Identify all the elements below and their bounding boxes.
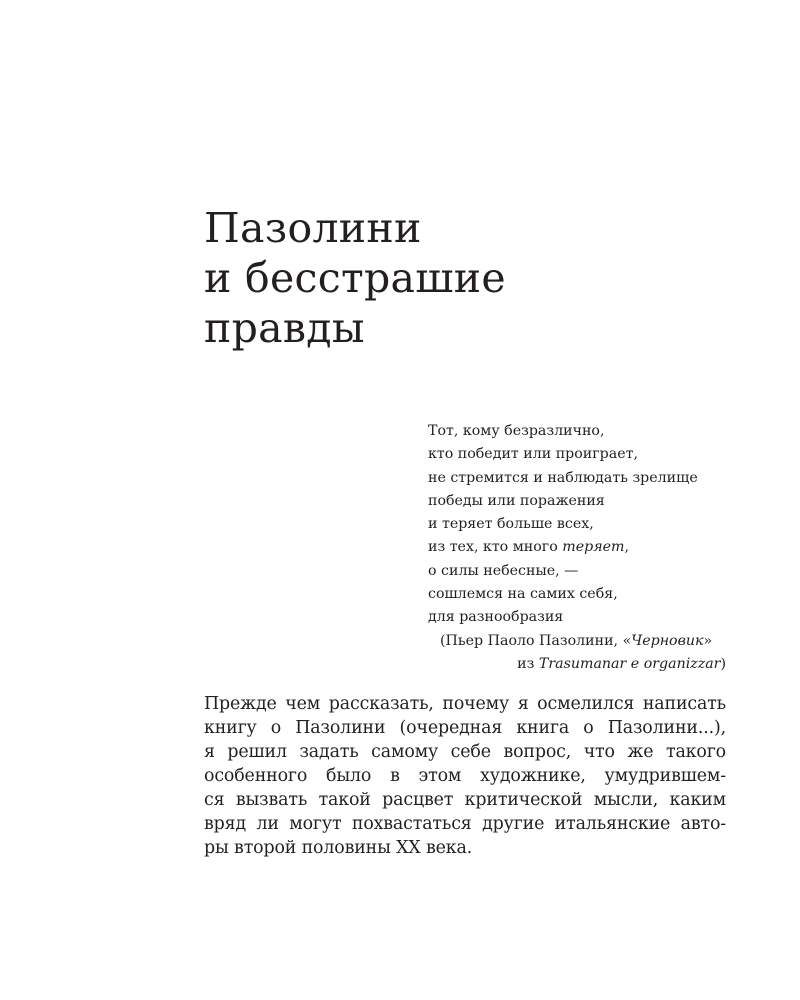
epigraph-line-7: о силы небесные, — bbox=[428, 562, 579, 579]
epigraph-attribution-source bbox=[428, 653, 726, 676]
body-line-1: Прежде чем рассказать, почему я осмелился написать bbox=[204, 694, 726, 714]
attribution-close: » bbox=[703, 632, 713, 649]
attribution-from: из bbox=[517, 655, 539, 672]
epigraph-line-6-italic: теряет bbox=[562, 539, 625, 556]
body-line-6: вряд ли могут похвастаться другие итальянские авто- bbox=[204, 814, 726, 834]
epigraph-line-9: для разнообразия bbox=[428, 609, 564, 626]
body-line-4: особенного было в этом художнике, умудрившем- bbox=[204, 766, 726, 786]
chapter-title-line-2: и бесстрашие bbox=[204, 254, 506, 302]
epigraph-line-4: победы или поражения bbox=[428, 492, 605, 509]
attribution-open: (Пьер Паоло Пазолини, « bbox=[440, 632, 632, 649]
body-line-2: книгу о Пазолини (очередная книга о Пазолини...), bbox=[204, 718, 726, 738]
body-line-3: я решил задать самому себе вопрос, что же такого bbox=[204, 742, 726, 762]
chapter-title bbox=[204, 203, 506, 353]
chapter-title-line-1: Пазолини bbox=[204, 204, 422, 252]
epigraph-line-1: Тот, кому безразлично, bbox=[428, 423, 605, 439]
attribution-collection: Trasumanar e organizzar bbox=[538, 655, 721, 672]
epigraph-line-8: сошлемся на самих себя, bbox=[428, 586, 618, 603]
attribution-work: Черновик bbox=[631, 632, 704, 649]
epigraph-line-3: не стремится и наблюдать зрелище bbox=[428, 469, 698, 486]
epigraph-attribution-author bbox=[428, 630, 728, 653]
epigraph-line-2: кто победит или проиграет, bbox=[428, 446, 638, 463]
epigraph bbox=[428, 420, 728, 676]
epigraph-line-6 bbox=[428, 536, 728, 559]
chapter-title-line-3: правды bbox=[204, 304, 365, 352]
body-line-5: ся вызвать такой расцвет критической мысли, каким bbox=[204, 790, 726, 810]
epigraph-line-6-text: из тех, кто много bbox=[428, 539, 563, 556]
epigraph-line-6-tail: , bbox=[624, 539, 629, 556]
body-line-7: ры второй половины XX века. bbox=[204, 838, 473, 858]
attribution-end: ) bbox=[720, 655, 726, 672]
epigraph-line-5: и теряет больше всех, bbox=[428, 516, 594, 533]
body-paragraph bbox=[204, 692, 726, 860]
